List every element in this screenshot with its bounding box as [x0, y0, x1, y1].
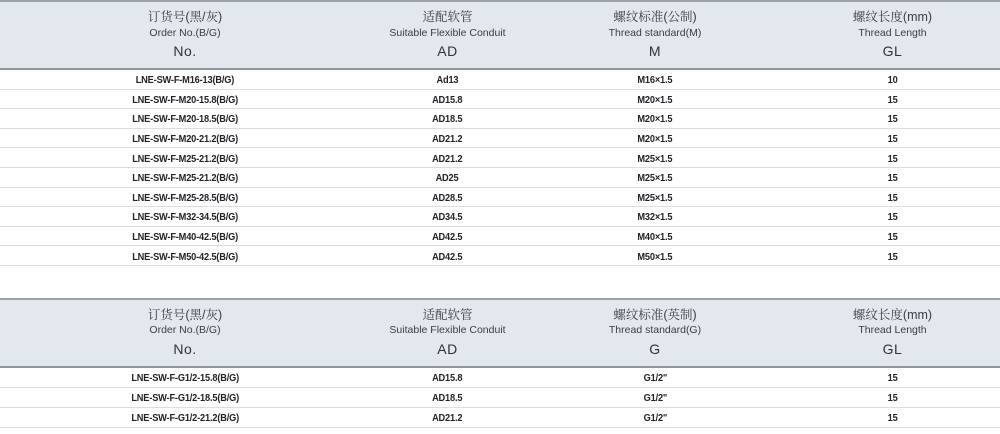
- header-code: No.: [173, 340, 197, 357]
- table-cell: AD18.5: [432, 392, 463, 405]
- table-row: [0, 90, 1000, 110]
- header-cn: 螺纹标准(英制): [613, 307, 697, 322]
- header-en: Thread standard(G): [608, 324, 702, 337]
- table-cell: 15: [887, 113, 898, 126]
- table-cell: AD21.2: [432, 412, 463, 425]
- table-cell: M25×1.5: [637, 152, 673, 165]
- table-cell: G1/2": [643, 372, 667, 385]
- table-cell: Ad13: [436, 74, 459, 87]
- header-code: GL: [882, 340, 903, 357]
- table-cell: LNE-SW-F-M40-42.5(B/G): [132, 231, 238, 244]
- table-cell: M25×1.5: [637, 191, 673, 204]
- table-row: [0, 246, 1000, 266]
- column-header-order-no: [0, 300, 370, 366]
- table-cell: AD28.5: [432, 191, 463, 204]
- table-gap: [0, 266, 1000, 298]
- table-row: [0, 148, 1000, 168]
- table-row: [0, 129, 1000, 149]
- table-row: [0, 109, 1000, 129]
- table-cell: 15: [887, 152, 898, 165]
- header-en: Suitable Flexible Conduit: [389, 324, 506, 337]
- table-cell: AD15.8: [432, 372, 463, 385]
- table-cell: 15: [887, 211, 898, 224]
- header-en: Thread Length: [858, 26, 927, 39]
- column-header-thread-standard: [525, 300, 785, 366]
- table-row: [0, 227, 1000, 247]
- table-cell: LNE-SW-F-M50-42.5(B/G): [132, 250, 238, 263]
- table-body: [0, 70, 1000, 266]
- table-cell: M25×1.5: [637, 172, 673, 185]
- column-header-thread-length: [785, 2, 1000, 68]
- header-en: Thread standard(M): [608, 26, 702, 39]
- table-cell: 15: [887, 392, 898, 405]
- table-cell: LNE-SW-F-G1/2-18.5(B/G): [131, 392, 239, 405]
- table-cell: LNE-SW-F-M25-28.5(B/G): [132, 191, 238, 204]
- table-cell: M50×1.5: [637, 250, 673, 263]
- table-row: [0, 70, 1000, 90]
- table-cell: 15: [887, 250, 898, 263]
- table-cell: M20×1.5: [637, 133, 673, 146]
- header-en: Thread Length: [858, 324, 927, 337]
- table-row: [0, 168, 1000, 188]
- column-header-thread-standard: [525, 2, 785, 68]
- table-cell: 15: [887, 172, 898, 185]
- header-cn: 螺纹长度(mm): [852, 307, 933, 322]
- table-cell: LNE-SW-F-M25-21.2(B/G): [132, 152, 238, 165]
- table-header: [0, 0, 1000, 70]
- header-code: AD: [437, 340, 458, 357]
- table-row: [0, 388, 1000, 408]
- table-cell: M20×1.5: [637, 113, 673, 126]
- table-cell: LNE-SW-F-M20-15.8(B/G): [132, 93, 238, 106]
- header-en: Order No.(B/G): [149, 324, 221, 337]
- table-cell: AD21.2: [432, 133, 463, 146]
- table-cell: AD18.5: [432, 113, 463, 126]
- table-cell: LNE-SW-F-M32-34.5(B/G): [132, 211, 238, 224]
- table-row: [0, 408, 1000, 428]
- header-cn: 螺纹长度(mm): [852, 9, 933, 24]
- table-cell: 15: [887, 93, 898, 106]
- table-cell: LNE-SW-F-M25-21.2(B/G): [132, 172, 238, 185]
- header-cn: 订货号(黑/灰): [147, 307, 223, 322]
- header-code: AD: [437, 42, 458, 59]
- table-cell: 15: [887, 191, 898, 204]
- table-cell: LNE-SW-F-G1/2-15.8(B/G): [131, 372, 239, 385]
- header-cn: 订货号(黑/灰): [147, 9, 223, 24]
- table-cell: M20×1.5: [637, 93, 673, 106]
- table-cell: AD21.2: [432, 152, 463, 165]
- table-cell: G1/2": [643, 412, 667, 425]
- table-cell: AD34.5: [432, 211, 463, 224]
- header-cn: 螺纹标准(公制): [613, 9, 697, 24]
- header-code: M: [648, 42, 662, 59]
- column-header-order-no: [0, 2, 370, 68]
- column-header-conduit: [370, 2, 525, 68]
- table-row: [0, 188, 1000, 208]
- header-en: Suitable Flexible Conduit: [389, 26, 506, 39]
- table-cell: M16×1.5: [637, 74, 673, 87]
- header-code: No.: [173, 42, 197, 59]
- table-row: [0, 368, 1000, 388]
- table-cell: 15: [887, 133, 898, 146]
- header-cn: 适配软管: [422, 9, 473, 24]
- table-cell: AD15.8: [432, 93, 463, 106]
- table-cell: 15: [887, 231, 898, 244]
- header-cn: 适配软管: [422, 307, 473, 322]
- imperial-thread-table: [0, 298, 1000, 428]
- table-cell: M40×1.5: [637, 231, 673, 244]
- table-row: [0, 207, 1000, 227]
- table-cell: 15: [887, 372, 898, 385]
- column-header-conduit: [370, 300, 525, 366]
- table-cell: LNE-SW-F-M20-18.5(B/G): [132, 113, 238, 126]
- table-cell: LNE-SW-F-M20-21.2(B/G): [132, 133, 238, 146]
- header-en: Order No.(B/G): [149, 26, 221, 39]
- table-cell: AD42.5: [432, 231, 463, 244]
- header-code: GL: [882, 42, 903, 59]
- table-cell: 15: [887, 412, 898, 425]
- table-cell: M32×1.5: [637, 211, 673, 224]
- table-cell: G1/2": [643, 392, 667, 405]
- header-code: G: [649, 340, 661, 357]
- table-cell: 10: [887, 74, 898, 87]
- table-cell: AD42.5: [432, 250, 463, 263]
- column-header-thread-length: [785, 300, 1000, 366]
- table-body: [0, 368, 1000, 428]
- table-cell: LNE-SW-F-M16-13(B/G): [135, 74, 235, 87]
- table-header: [0, 298, 1000, 368]
- table-cell: LNE-SW-F-G1/2-21.2(B/G): [131, 412, 239, 425]
- table-cell: AD25: [436, 172, 459, 185]
